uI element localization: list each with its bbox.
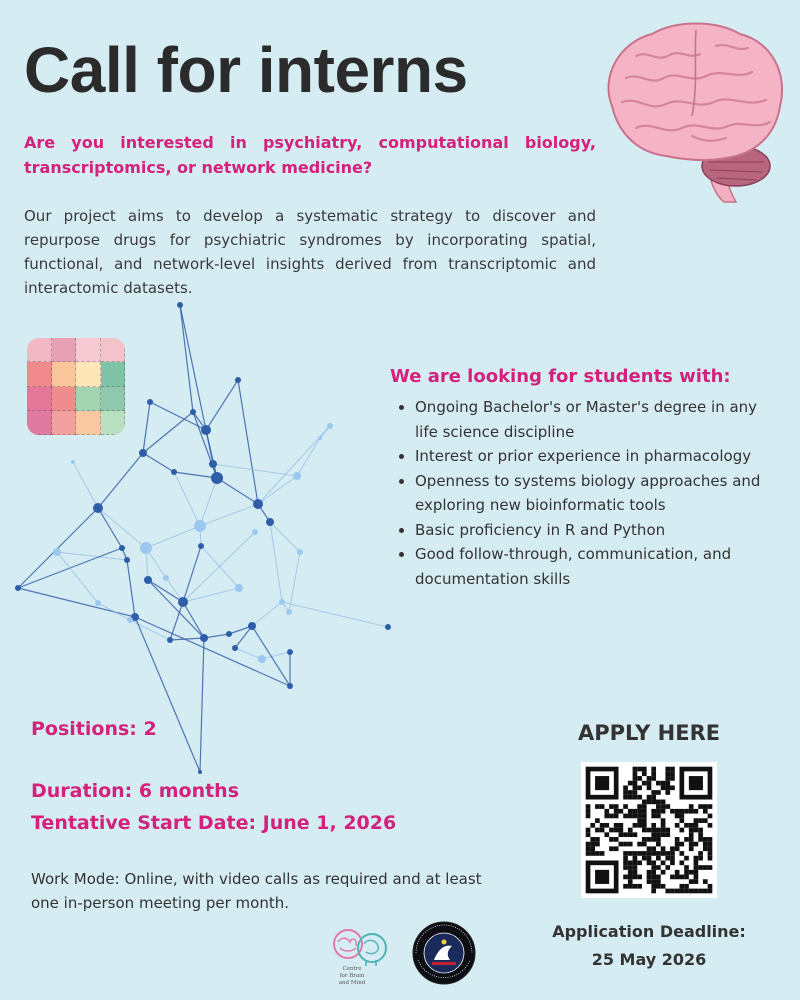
requirement-item: • Interest or prior experience in pharmacology bbox=[415, 444, 775, 469]
network-node bbox=[15, 585, 21, 591]
network-node bbox=[286, 609, 292, 615]
network-node bbox=[253, 499, 263, 509]
brain-illustration bbox=[596, 16, 788, 206]
network-node bbox=[235, 377, 241, 383]
network-edge bbox=[206, 380, 238, 430]
network-edge bbox=[143, 412, 193, 453]
network-edge bbox=[146, 526, 200, 548]
network-node bbox=[71, 460, 75, 464]
network-node bbox=[198, 543, 204, 549]
svg-text:for Brain: for Brain bbox=[339, 973, 365, 979]
network-node bbox=[293, 472, 301, 480]
network-edge bbox=[170, 602, 183, 640]
requirements-list bbox=[397, 395, 775, 591]
qr-code[interactable] bbox=[581, 762, 717, 898]
network-node bbox=[226, 631, 232, 637]
network-node bbox=[163, 575, 169, 581]
network-node bbox=[211, 472, 223, 484]
network-edge bbox=[238, 380, 258, 504]
svg-text:and Mind: and Mind bbox=[338, 980, 366, 986]
requirement-item: • Ongoing Bachelor's or Master's degree in any life science discipline bbox=[415, 395, 775, 444]
network-edge bbox=[18, 508, 98, 588]
network-edge bbox=[98, 603, 130, 620]
network-node bbox=[139, 449, 147, 457]
network-node bbox=[124, 557, 130, 563]
requirement-item: • Basic proficiency in R and Python bbox=[415, 518, 775, 543]
network-node bbox=[93, 503, 103, 513]
network-edge bbox=[200, 478, 217, 526]
network-node bbox=[140, 542, 152, 554]
network-edge bbox=[98, 453, 143, 508]
page-title: Call for interns bbox=[24, 34, 468, 106]
network-node bbox=[287, 683, 293, 689]
network-edge bbox=[252, 602, 282, 626]
deadline-date: 25 May 2026 bbox=[591, 950, 707, 969]
network-edge bbox=[57, 552, 127, 560]
network-node bbox=[53, 548, 61, 556]
network-node bbox=[200, 634, 208, 642]
network-node bbox=[327, 423, 333, 429]
svg-text:Centre: Centre bbox=[342, 966, 362, 972]
network-edge bbox=[270, 522, 282, 602]
network-node bbox=[177, 302, 183, 308]
network-edge bbox=[289, 552, 300, 612]
network-edge bbox=[258, 476, 297, 504]
network-node bbox=[127, 617, 133, 623]
network-edge bbox=[183, 588, 239, 602]
network-node bbox=[248, 622, 256, 630]
network-node bbox=[318, 436, 322, 440]
network-edge bbox=[73, 462, 98, 508]
network-edge bbox=[200, 504, 258, 526]
network-edge bbox=[262, 652, 290, 659]
duration: Duration: 6 months bbox=[31, 780, 240, 802]
network-edge bbox=[270, 522, 300, 552]
network-edge bbox=[18, 588, 135, 617]
network-node bbox=[167, 637, 173, 643]
network-node bbox=[235, 584, 243, 592]
network-graph-illustration bbox=[0, 290, 400, 790]
network-node bbox=[201, 425, 211, 435]
network-edge bbox=[282, 602, 388, 627]
institute-seal-logo bbox=[410, 920, 480, 986]
network-edge bbox=[143, 453, 174, 472]
network-edge bbox=[174, 472, 217, 478]
work-mode: Work Mode: Online, with video calls as required and at least one in-person meeting per month. bbox=[31, 870, 482, 912]
network-edge bbox=[98, 508, 146, 548]
network-edge bbox=[98, 508, 122, 548]
network-node bbox=[147, 399, 153, 405]
network-node bbox=[258, 655, 266, 663]
requirement-item: • Openness to systems biology approaches and exploring new bioinformatic tools bbox=[415, 469, 775, 518]
positions-count: Positions: 2 bbox=[31, 718, 157, 740]
network-edge bbox=[297, 438, 320, 476]
application-deadline bbox=[540, 918, 758, 974]
network-edge bbox=[135, 617, 290, 686]
centre-logo bbox=[326, 924, 398, 988]
network-edge bbox=[235, 648, 262, 659]
network-node bbox=[209, 460, 217, 468]
network-edge bbox=[217, 478, 258, 504]
start-date: Tentative Start Date: June 1, 2026 bbox=[31, 812, 397, 834]
network-edge bbox=[148, 580, 204, 638]
network-node bbox=[198, 770, 202, 774]
subtitle-question: Are you interested in psychiatry, computational biology, transcriptomics, or network medicine? bbox=[24, 133, 596, 177]
network-node bbox=[171, 469, 177, 475]
network-edge bbox=[213, 464, 297, 476]
network-node bbox=[178, 597, 188, 607]
deadline-label: Application Deadline: bbox=[552, 922, 746, 941]
network-edge bbox=[143, 402, 150, 453]
network-edge bbox=[174, 472, 200, 526]
network-node bbox=[266, 518, 274, 526]
project-description: Our project aims to develop a systematic strategy to discover and repurpose drugs for psychiatric syndromes by incorporating spatial, functional, and network-level insights derived from transcriptomic and interactomic datasets. bbox=[24, 207, 596, 297]
network-node bbox=[297, 549, 303, 555]
requirement-item: • Good follow-through, communication, and documentation skills bbox=[415, 542, 775, 591]
network-node bbox=[144, 576, 152, 584]
network-node bbox=[279, 599, 285, 605]
network-edge bbox=[200, 638, 204, 772]
requirements-heading: We are looking for students with: bbox=[390, 366, 731, 387]
network-edge bbox=[127, 560, 135, 617]
network-node bbox=[119, 545, 125, 551]
network-node bbox=[232, 645, 238, 651]
network-node bbox=[252, 529, 258, 535]
network-node bbox=[385, 624, 391, 630]
apply-heading: APPLY HERE bbox=[578, 721, 721, 745]
network-node bbox=[194, 520, 206, 532]
network-node bbox=[287, 649, 293, 655]
network-edge bbox=[193, 412, 217, 478]
network-edge bbox=[201, 546, 239, 588]
network-node bbox=[190, 409, 196, 415]
network-node bbox=[95, 600, 101, 606]
